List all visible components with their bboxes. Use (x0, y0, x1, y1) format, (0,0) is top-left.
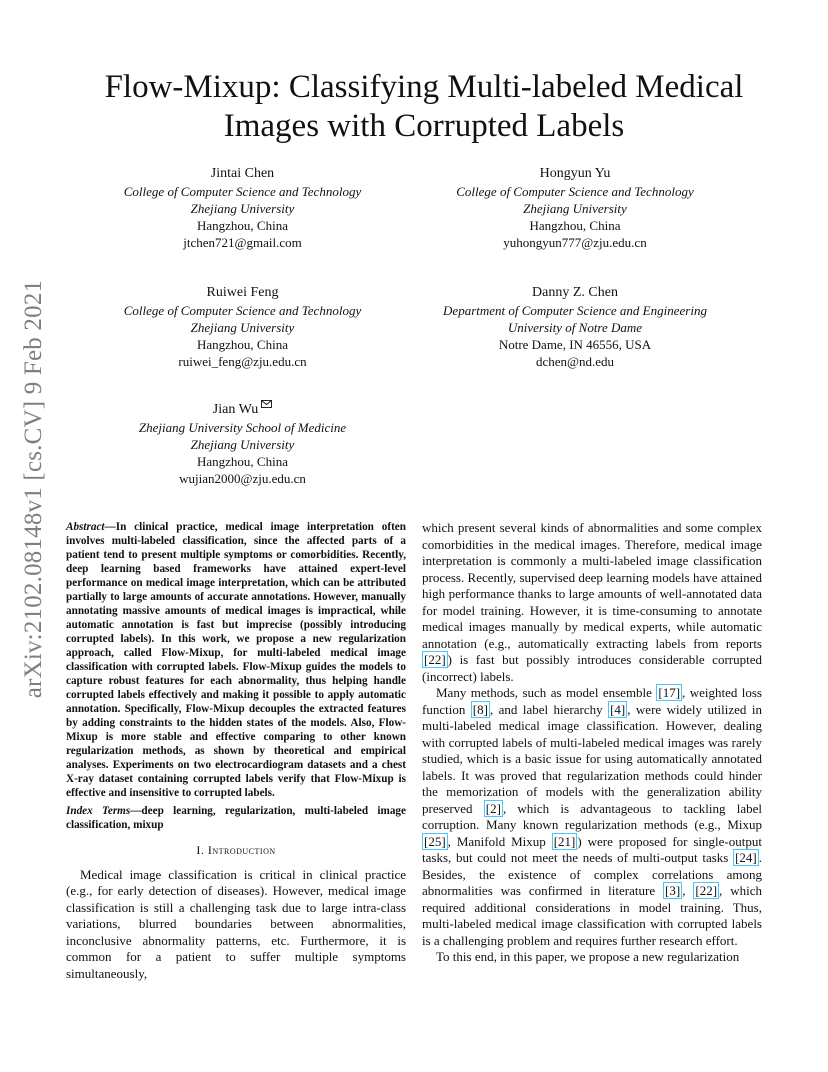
text-run: , (682, 883, 694, 898)
author-city: Hangzhou, China (197, 218, 288, 233)
citation-link[interactable]: [21] (553, 833, 576, 849)
author-block (425, 283, 725, 370)
paragraph: To this end, in this paper, we propose a new regularization (436, 949, 740, 964)
left-column (66, 520, 406, 982)
author-dept: College of Computer Science and Technology (123, 184, 362, 199)
author-email: yuhongyun777@zju.edu.cn (503, 235, 647, 250)
section-number: I. (196, 843, 205, 857)
index-terms (66, 804, 406, 832)
author-email: wujian2000@zju.edu.cn (179, 471, 306, 486)
paper-title: Flow-Mixup: Classifying Multi-labeled Medical Images with Corrupted Labels (104, 69, 744, 144)
author-univ: Zhejiang University (190, 320, 295, 335)
author-univ: Zhejiang University (190, 201, 295, 216)
text-run: , were widely utilized in multi-labeled medical image classification. However, dealing with corrupted labels of multi-labeled medical images was rarely studied, which is a basic issue for using automatically annotated labels. It was proved that regularization methods could hinder the memorization of models with the generalization ability preserved (422, 701, 762, 816)
right-column (422, 520, 762, 966)
citation-link[interactable]: [22] (695, 883, 718, 898)
text-run: , which required additional considerations in model training. Thus, multi-labeled medical image classification with corrupted labels is a challenging problem and requires further research effort. (422, 883, 762, 948)
author-dept: Zhejiang University School of Medicine (138, 420, 347, 435)
author-name: Danny Z. Chen (532, 285, 618, 300)
citation-link[interactable]: [22] (424, 652, 446, 667)
text-run: ) is fast but possibly introduces considerable corrupted (incorrect) labels. (422, 652, 762, 684)
author-city: Notre Dame, IN 46556, USA (498, 337, 652, 352)
author-univ: Zhejiang University (523, 201, 627, 216)
intro-paragraph: Medical image classification is critical in clinical practice (e.g., for early detection of diseases). However, medical image classification is still a challenging task due to large intra-class variations, blurred boundaries between abnormalities, inconclusive abnormality patterns, etc. Furthermore, it is common for a patient to suffer multiple symptoms simultaneously, (66, 866, 406, 981)
citation-link[interactable]: [2] (485, 800, 501, 816)
citation-link[interactable]: [24] (735, 850, 757, 865)
author-name: Jintai Chen (210, 166, 275, 181)
abstract (66, 520, 406, 800)
author-name: Ruiwei Feng (206, 285, 279, 300)
citation-link[interactable]: [25] (424, 833, 446, 849)
text-run: . Besides, the existence of complex correlations among abnormalities was confirmed in literature (422, 850, 762, 898)
author-city: Hangzhou, China (197, 337, 288, 352)
text-run: which present several kinds of abnormalities and some complex comorbidities in the medical images. Therefore, medical image interpretation is commonly a multi-labeled image classification process. Recently, supervised deep learning models have attained high performance thanks to large amounts of well-annotated data for model training. However, it is time-consuming to annotate medical images manually by medical experts, while automatic annotation (e.g., automatically extracting labels from reports (422, 520, 762, 651)
author-city: Hangzhou, China (529, 218, 621, 233)
text-run: ) were proposed for single-output tasks, but could not meet the needs of multi-output tasks (422, 833, 762, 865)
paragraph (422, 685, 762, 949)
text-run: , weighted loss function (422, 685, 762, 717)
citation-link[interactable]: [4] (610, 701, 626, 717)
index-terms-text: —deep learning, regularization, multi-labeled image classification, mixup (66, 805, 406, 831)
author-city: Hangzhou, China (197, 454, 288, 469)
citation-link[interactable]: [3] (665, 883, 681, 898)
text-run: , and label hierarchy (489, 701, 609, 717)
author-block (110, 164, 375, 251)
abstract-label: Abstract (66, 521, 105, 533)
envelope-icon (261, 400, 272, 408)
citation-link[interactable]: [8] (472, 701, 488, 717)
section-heading (66, 842, 406, 859)
citation-link[interactable]: [17] (658, 685, 681, 700)
abstract-text: —In clinical practice, medical image interpretation often involves multi-labeled classification, since the affected parts of a patient tend to present multiple symptoms or comorbidities. Recently, deep learning based frameworks have attained expert-level performance on medical image interpretation, which can be attributed partially to large amounts of accurate annotations. However, manually annotating massive amounts of medical images is impractical, while automatic annotation is fast but imprecise (possibly introducing corrupted labels). In this work, we propose a new regularization approach, called Flow-Mixup, for multi-labeled medical image classification with corrupted labels. Flow-Mixup guides the models to capture robust features for each abnormality, thus helping handle corrupted labels effectively and making it possible to apply automatic annotation. Specifically, Flow-Mixup decouples the extracted features by adding constraints to the hidden states of the models. Also, Flow-Mixup is more stable and effective comparing to other known regularization methods, as shown by theoretical and empirical analyses. Experiments on two electrocardiogram datasets and a chest X-ray dataset containing corrupted labels verify that Flow-Mixup is effective and insensitive to corrupted labels. (66, 521, 406, 799)
author-dept: Department of Computer Science and Engineering (443, 303, 707, 318)
paragraph (422, 520, 762, 685)
author-block (445, 164, 705, 251)
text-run: , Manifold Mixup (447, 833, 552, 849)
author-name: Hongyun Yu (539, 166, 611, 181)
author-block (110, 400, 375, 487)
author-name: Jian Wu (212, 402, 259, 417)
author-univ: University of Notre Dame (507, 320, 643, 335)
author-block (110, 283, 375, 370)
author-dept: College of Computer Science and Technology (456, 184, 694, 199)
arxiv-id: arXiv:2102.08148v1 [cs.CV] 9 Feb 2021 (20, 279, 47, 698)
author-univ: Zhejiang University (190, 437, 295, 452)
text-run: , which is advantageous to tackling label corruption. Many known regularization methods (e.g., Mixup (422, 800, 762, 832)
index-terms-label: Index Terms (66, 805, 131, 817)
text-run: Many methods, such as model ensemble (436, 685, 657, 700)
author-email: ruiwei_feng@zju.edu.cn (178, 354, 307, 369)
author-email: jtchen721@gmail.com (183, 235, 302, 250)
author-email: dchen@nd.edu (535, 354, 615, 369)
section-title: Introduction (207, 843, 276, 857)
arxiv-sidebar (20, 279, 48, 698)
author-dept: College of Computer Science and Technology (123, 303, 362, 318)
